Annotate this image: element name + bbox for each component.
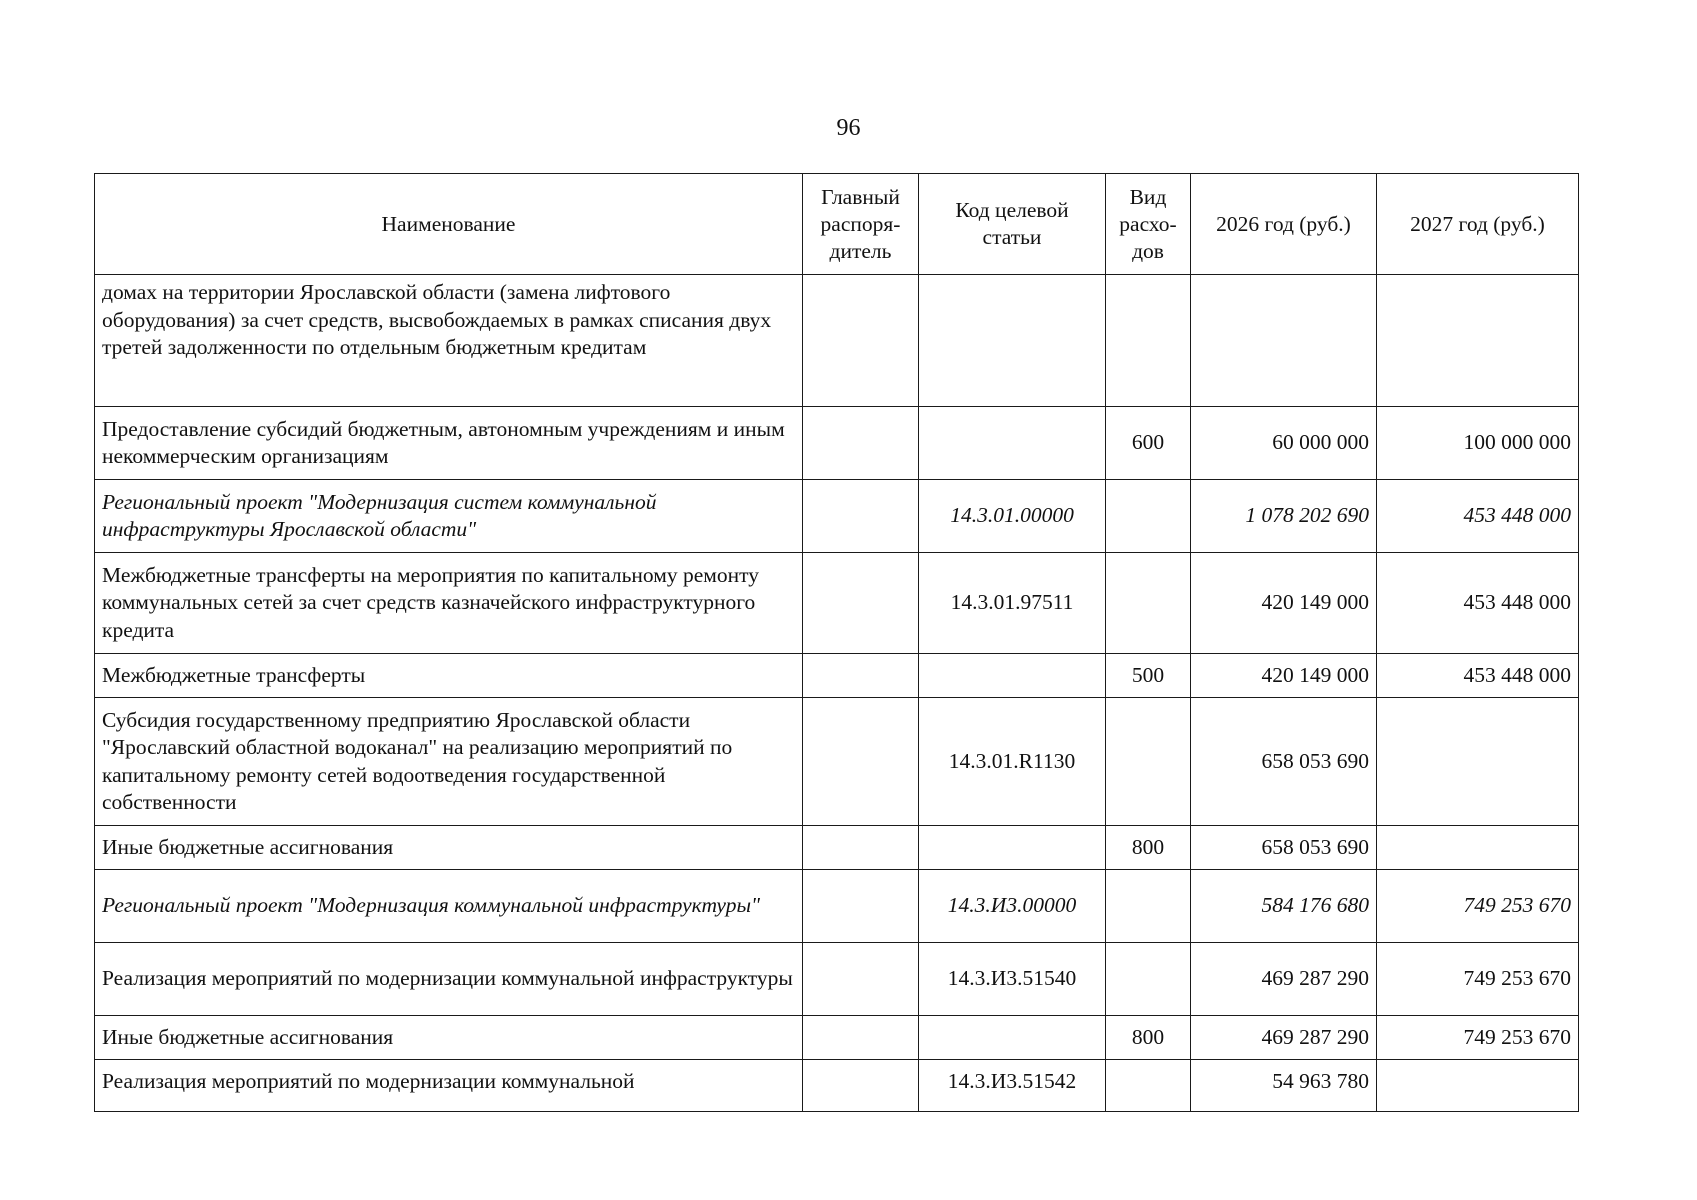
cell-target-code (919, 407, 1106, 480)
cell-chief-manager (803, 943, 919, 1016)
cell-name: Региональный проект "Модернизация коммунальной инфраструктуры" (95, 870, 803, 943)
cell-year-2027: 453 448 000 (1377, 654, 1579, 698)
cell-chief-manager (803, 1060, 919, 1112)
cell-name: Иные бюджетные ассигнования (95, 826, 803, 870)
cell-chief-manager (803, 553, 919, 654)
cell-target-code: 14.3.И3.51540 (919, 943, 1106, 1016)
cell-year-2026: 54 963 780 (1191, 1060, 1377, 1112)
header-target-code: Код целевой статьи (919, 174, 1106, 275)
cell-target-code (919, 275, 1106, 407)
cell-expense-type: 800 (1106, 1016, 1191, 1060)
header-chief-manager: Главный распоря-дитель (803, 174, 919, 275)
cell-year-2026: 469 287 290 (1191, 1016, 1377, 1060)
cell-expense-type (1106, 698, 1191, 826)
cell-chief-manager (803, 870, 919, 943)
cell-target-code: 14.3.01.97511 (919, 553, 1106, 654)
cell-year-2027: 749 253 670 (1377, 870, 1579, 943)
cell-name: Региональный проект "Модернизация систем коммунальной инфраструктуры Ярославской области" (95, 480, 803, 553)
table-row (95, 698, 1579, 826)
cell-expense-type: 600 (1106, 407, 1191, 480)
cell-target-code (919, 826, 1106, 870)
cell-expense-type (1106, 480, 1191, 553)
cell-name: Иные бюджетные ассигнования (95, 1016, 803, 1060)
table-row (95, 553, 1579, 654)
table-row (95, 1016, 1579, 1060)
table-row (95, 407, 1579, 480)
cell-target-code: 14.3.01.00000 (919, 480, 1106, 553)
cell-year-2027 (1377, 275, 1579, 407)
table-row (95, 870, 1579, 943)
cell-expense-type: 500 (1106, 654, 1191, 698)
cell-year-2027: 453 448 000 (1377, 480, 1579, 553)
table-row (95, 826, 1579, 870)
cell-target-code (919, 654, 1106, 698)
cell-expense-type (1106, 275, 1191, 407)
table-row (95, 654, 1579, 698)
cell-year-2027: 749 253 670 (1377, 943, 1579, 1016)
header-expense-type: Вид расхо-дов (1106, 174, 1191, 275)
table-row (95, 1060, 1579, 1112)
cell-chief-manager (803, 1016, 919, 1060)
cell-chief-manager (803, 654, 919, 698)
table-row (95, 943, 1579, 1016)
table-header-row (95, 174, 1579, 275)
cell-year-2026: 469 287 290 (1191, 943, 1377, 1016)
cell-name: Межбюджетные трансферты на мероприятия по капитальному ремонту коммунальных сетей за счет средств казначейского инфраструктурного кредита (95, 553, 803, 654)
cell-target-code: 14.3.01.R1130 (919, 698, 1106, 826)
cell-chief-manager (803, 407, 919, 480)
cell-target-code: 14.3.И3.51542 (919, 1060, 1106, 1112)
cell-name: Межбюджетные трансферты (95, 654, 803, 698)
budget-table (94, 173, 1579, 1112)
cell-expense-type (1106, 870, 1191, 943)
header-year-2026: 2026 год (руб.) (1191, 174, 1377, 275)
cell-year-2027 (1377, 698, 1579, 826)
cell-year-2026: 584 176 680 (1191, 870, 1377, 943)
cell-name: Реализация мероприятий по модернизации коммунальной (95, 1060, 803, 1112)
cell-expense-type (1106, 1060, 1191, 1112)
cell-year-2027: 749 253 670 (1377, 1016, 1579, 1060)
cell-chief-manager (803, 698, 919, 826)
page-number: 96 (836, 115, 861, 141)
table-row (95, 275, 1579, 407)
cell-year-2026: 420 149 000 (1191, 654, 1377, 698)
cell-chief-manager (803, 275, 919, 407)
cell-name: Предоставление субсидий бюджетным, автономным учреждениям и иным некоммерческим организациям (95, 407, 803, 480)
cell-year-2027 (1377, 826, 1579, 870)
cell-year-2027: 453 448 000 (1377, 553, 1579, 654)
cell-year-2027 (1377, 1060, 1579, 1112)
cell-name: Реализация мероприятий по модернизации коммунальной инфраструктуры (95, 943, 803, 1016)
table-row (95, 480, 1579, 553)
cell-year-2026: 60 000 000 (1191, 407, 1377, 480)
cell-expense-type (1106, 943, 1191, 1016)
cell-chief-manager (803, 826, 919, 870)
cell-expense-type (1106, 553, 1191, 654)
cell-name: Субсидия государственному предприятию Ярославской области "Ярославский областной водоканал" на реализацию мероприятий по капитальному ремонту сетей водоотведения государственной собственности (95, 698, 803, 826)
header-year-2027: 2027 год (руб.) (1377, 174, 1579, 275)
cell-expense-type: 800 (1106, 826, 1191, 870)
cell-chief-manager (803, 480, 919, 553)
cell-year-2026 (1191, 275, 1377, 407)
cell-name: домах на территории Ярославской области (замена лифтового оборудования) за счет средств, высвобождаемых в рамках списания двух третей задолженности по отдельным бюджетным кредитам (95, 275, 803, 407)
cell-target-code: 14.3.И3.00000 (919, 870, 1106, 943)
header-name: Наименование (95, 174, 803, 275)
cell-year-2026: 658 053 690 (1191, 826, 1377, 870)
cell-year-2027: 100 000 000 (1377, 407, 1579, 480)
cell-year-2026: 420 149 000 (1191, 553, 1377, 654)
cell-year-2026: 658 053 690 (1191, 698, 1377, 826)
cell-year-2026: 1 078 202 690 (1191, 480, 1377, 553)
cell-target-code (919, 1016, 1106, 1060)
